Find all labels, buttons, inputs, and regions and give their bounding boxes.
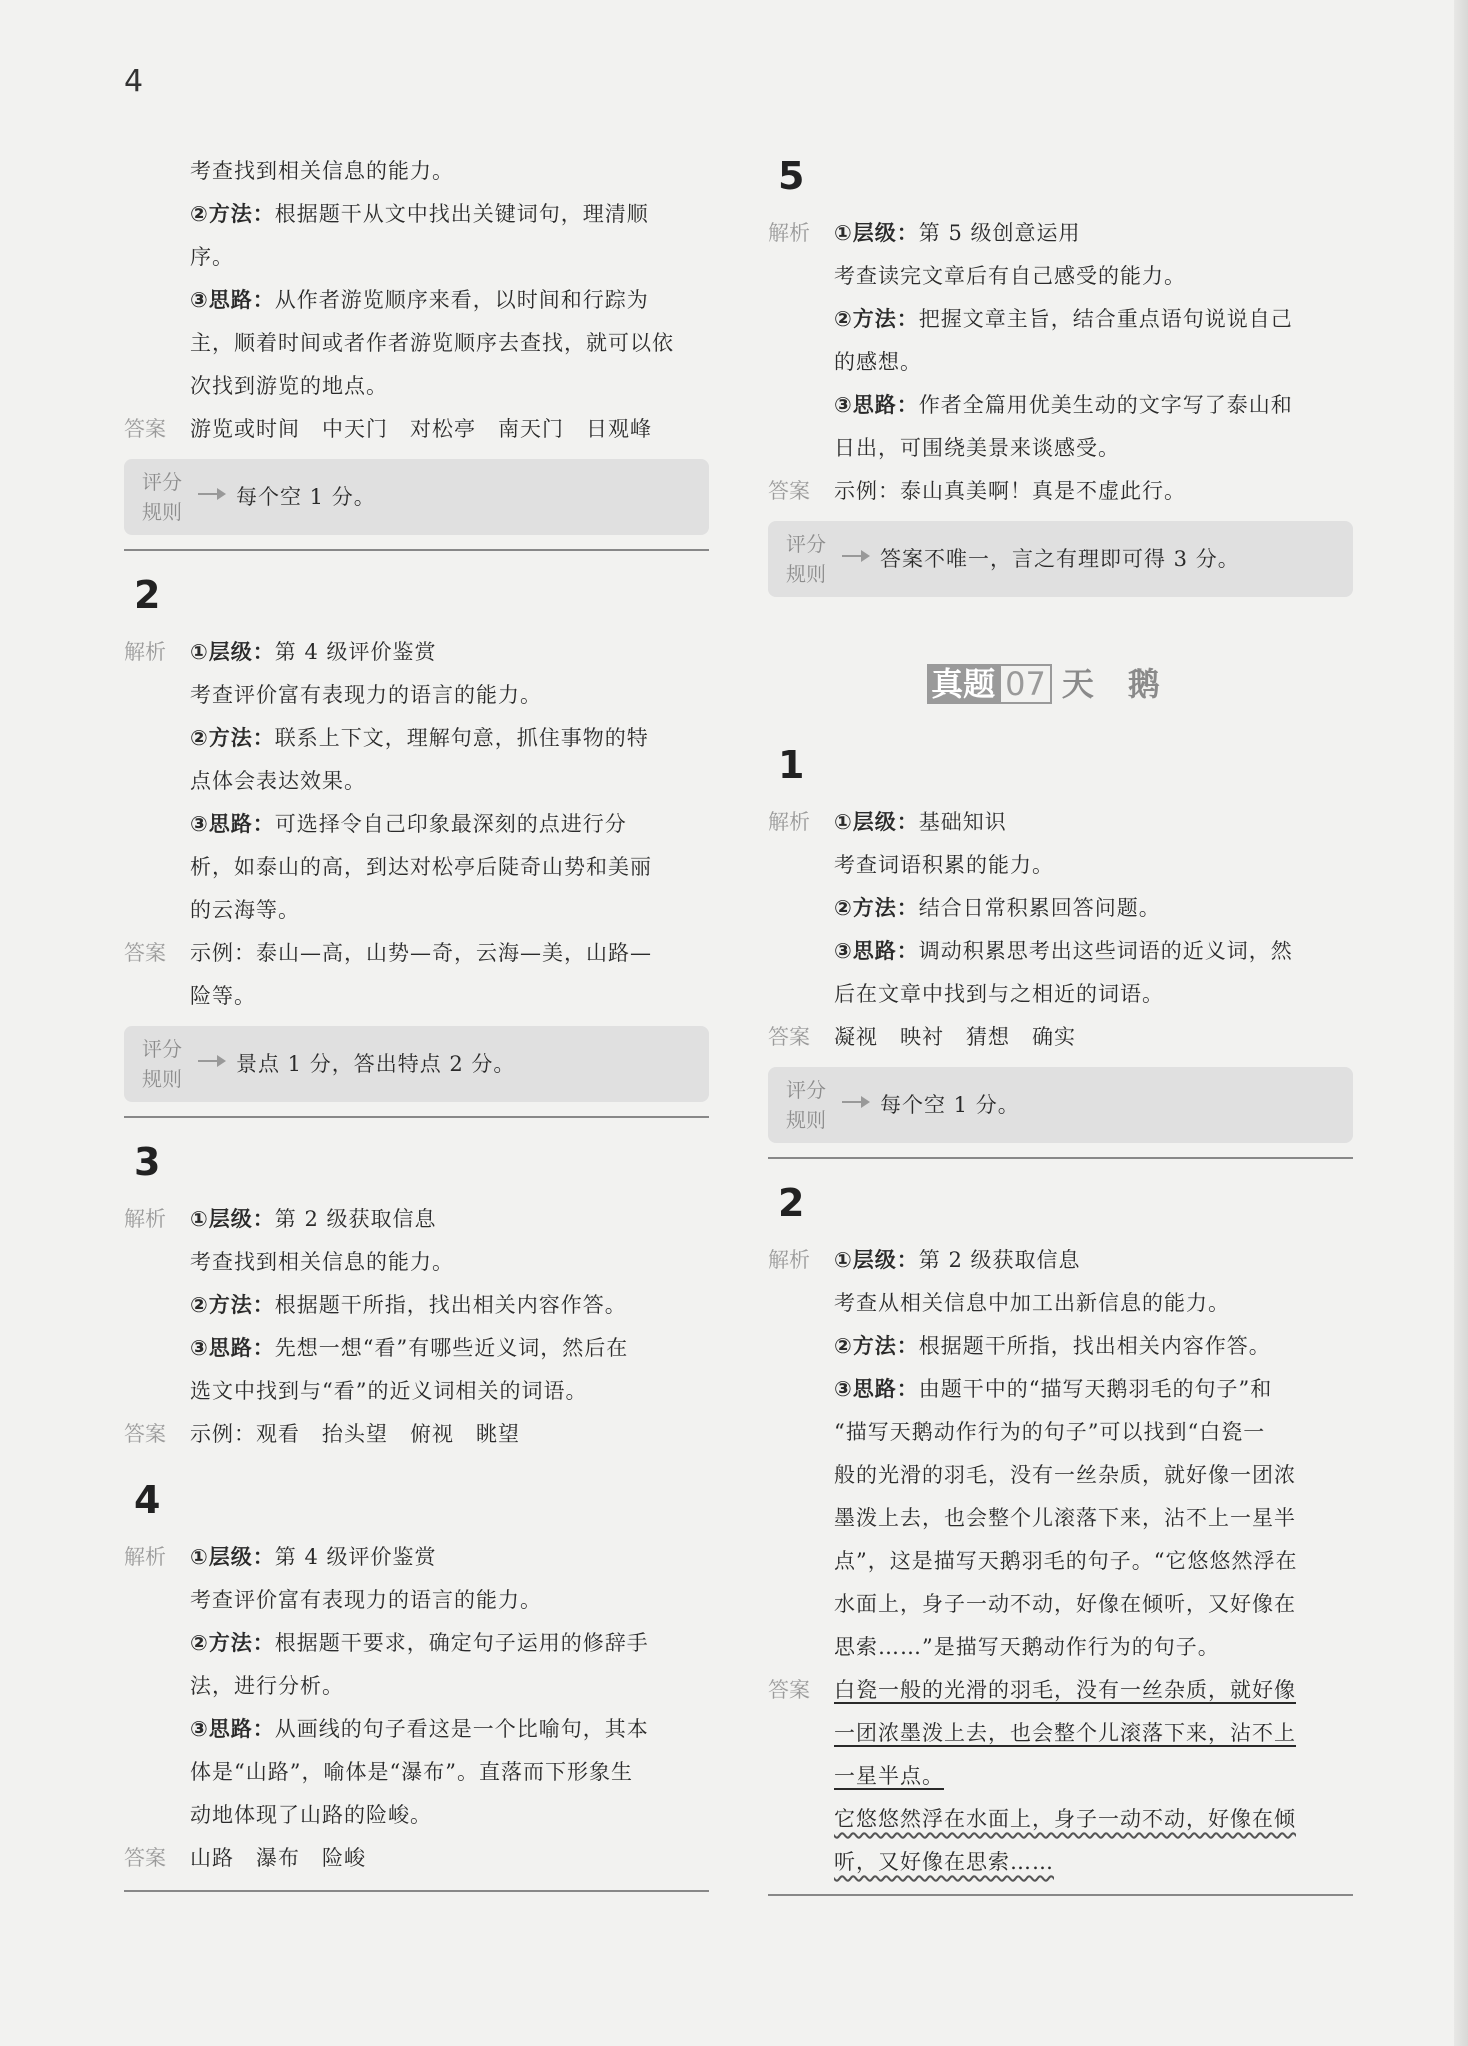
scoring-rule-box bbox=[124, 459, 709, 535]
text-line: ②方法：根据题干所指，找出相关内容作答。 bbox=[834, 1334, 1271, 1358]
analysis-tag: 解析 bbox=[124, 640, 166, 664]
analysis-line: 解析 ①层级：第 4 级评价鉴赏 bbox=[124, 1536, 709, 1579]
text-line: 选文中找到与“看”的近义词相关的词语。 bbox=[190, 1379, 588, 1403]
text-line: 的云海等。 bbox=[190, 898, 300, 922]
answer-line: 它悠悠然浮在水面上，身子一动不动，好像在倾 bbox=[834, 1807, 1296, 1831]
text-line: 序。 bbox=[190, 245, 234, 269]
text-line: 后在文章中找到与之相近的词语。 bbox=[834, 982, 1164, 1006]
answer-line: 一团浓墨泼上去，也会整个儿滚落下来，沾不上 bbox=[834, 1721, 1296, 1745]
analysis-tag: 解析 bbox=[124, 1207, 166, 1231]
text-line: 考查找到相关信息的能力。 bbox=[190, 1250, 454, 1274]
question-number: 2 bbox=[134, 573, 161, 617]
text-line: ②方法：根据题干要求，确定句子运用的修辞手 bbox=[190, 1631, 649, 1655]
text-line: 考查从相关信息中加工出新信息的能力。 bbox=[834, 1291, 1230, 1315]
question-number: 1 bbox=[778, 743, 805, 787]
analysis-tag: 解析 bbox=[768, 221, 810, 245]
analysis-line: 解析 ①层级：第 4 级评价鉴赏 bbox=[124, 631, 709, 674]
text-line: 日出，可围绕美景来谈感受。 bbox=[834, 436, 1120, 460]
text-line: ②方法：联系上下文，理解句意，抓住事物的特 bbox=[190, 726, 649, 750]
answer-line: 答案 山路 瀑布 险峻 bbox=[124, 1837, 709, 1880]
answer-line: 答案 白瓷一般的光滑的羽毛，没有一丝杂质，就好像 bbox=[768, 1669, 1353, 1712]
analysis-line: 解析 ①层级：第 2 级获取信息 bbox=[768, 1239, 1353, 1282]
text-line: 点体会表达效果。 bbox=[190, 769, 366, 793]
arrow-right-icon bbox=[198, 493, 224, 495]
section-title bbox=[768, 659, 1353, 703]
answer-line: 一星半点。 bbox=[834, 1764, 944, 1788]
text-line: 考查读完文章后有自己感受的能力。 bbox=[834, 264, 1186, 288]
text-line: 墨泼上去，也会整个儿滚落下来，沾不上一星半 bbox=[834, 1506, 1296, 1530]
analysis-line: 解析 ①层级：第 5 级创意运用 bbox=[768, 212, 1353, 255]
scoring-rule-box bbox=[768, 521, 1353, 597]
answer-tag: 答案 bbox=[124, 417, 166, 441]
analysis-line: 解析 ①层级：第 2 级获取信息 bbox=[124, 1198, 709, 1241]
text-line: 体是“山路”，喻体是“瀑布”。直落而下形象生 bbox=[190, 1760, 633, 1784]
answer-line: 答案 示例：泰山真美啊！真是不虚此行。 bbox=[768, 470, 1353, 513]
text-line: ③思路：从作者游览顺序来看，以时间和行踪为 bbox=[190, 288, 649, 312]
answer-line: 听，又好像在思索…… bbox=[834, 1850, 1054, 1874]
text-line: 的感想。 bbox=[834, 350, 922, 374]
section-name: 天鹅 bbox=[1061, 665, 1194, 703]
answer-line: 答案 游览或时间 中天门 对松亭 南天门 日观峰 bbox=[124, 408, 709, 451]
divider bbox=[124, 1116, 709, 1118]
text-line: ③思路：由题干中的“描写天鹅羽毛的句子”和 bbox=[834, 1377, 1273, 1401]
text-line: ②方法：根据题干所指，找出相关内容作答。 bbox=[190, 1293, 627, 1317]
text-line: 考查评价富有表现力的语言的能力。 bbox=[190, 683, 542, 707]
answer-line: 答案 凝视 映衬 猜想 确实 bbox=[768, 1016, 1353, 1059]
divider bbox=[768, 1157, 1353, 1159]
answer-tag: 答案 bbox=[124, 941, 166, 965]
text-line: ②方法：根据题干从文中找出关键词句，理清顺 bbox=[190, 202, 649, 226]
text-line: 考查找到相关信息的能力。 bbox=[190, 159, 454, 183]
scoring-rule-label: 评分 规则 bbox=[142, 1037, 182, 1091]
scoring-rule-text: 答案不唯一，言之有理即可得 3 分。 bbox=[880, 547, 1240, 571]
page-number: 4 bbox=[124, 64, 144, 99]
text-line: 点”，这是描写天鹅羽毛的句子。“它悠悠然浮在 bbox=[834, 1549, 1298, 1573]
question-number: 4 bbox=[134, 1478, 161, 1522]
arrow-right-icon bbox=[842, 555, 868, 557]
scoring-rule-text: 景点 1 分，答出特点 2 分。 bbox=[236, 1052, 516, 1076]
left-column bbox=[124, 150, 709, 1900]
text-line: 思索……”是描写天鹅动作行为的句子。 bbox=[834, 1635, 1220, 1659]
arrow-right-icon bbox=[198, 1060, 224, 1062]
answer-tag: 答案 bbox=[124, 1422, 166, 1446]
text-line: 考查词语积累的能力。 bbox=[834, 853, 1054, 877]
answer-tag: 答案 bbox=[768, 1678, 810, 1702]
question-number: 5 bbox=[778, 154, 805, 198]
text-line: 水面上，身子一动不动，好像在倾听，又好像在 bbox=[834, 1592, 1296, 1616]
answer-tag: 答案 bbox=[768, 1025, 810, 1049]
right-column bbox=[768, 150, 1353, 1904]
text-line: 般的光滑的羽毛，没有一丝杂质，就好像一团浓 bbox=[834, 1463, 1296, 1487]
section-label: 真题 bbox=[927, 664, 999, 704]
page-edge-shadow bbox=[1454, 0, 1468, 2046]
text-line: 主，顺着时间或者作者游览顺序去查找，就可以依 bbox=[190, 331, 674, 355]
scoring-rule-label: 评分 规则 bbox=[786, 1078, 826, 1132]
answer-line: 答案 示例：观看 抬头望 俯视 眺望 bbox=[124, 1413, 709, 1456]
answer-line: 答案 示例：泰山—高，山势—奇，云海—美，山路— bbox=[124, 932, 709, 975]
analysis-tag: 解析 bbox=[124, 1545, 166, 1569]
scoring-rule-label: 评分 规则 bbox=[786, 532, 826, 586]
text-line: 考查评价富有表现力的语言的能力。 bbox=[190, 1588, 542, 1612]
text-line: 动地体现了山路的险峻。 bbox=[190, 1803, 432, 1827]
text-line: ③思路：先想一想“看”有哪些近义词，然后在 bbox=[190, 1336, 629, 1360]
analysis-tag: 解析 bbox=[768, 810, 810, 834]
scoring-rule-label: 评分 规则 bbox=[142, 470, 182, 524]
answer-tag: 答案 bbox=[124, 1846, 166, 1870]
scoring-rule-text: 每个空 1 分。 bbox=[236, 485, 376, 509]
question-number: 2 bbox=[778, 1181, 805, 1225]
text-line: ③思路：调动积累思考出这些词语的近义词，然 bbox=[834, 939, 1293, 963]
analysis-line: 解析 ①层级：基础知识 bbox=[768, 801, 1353, 844]
text-line: ③思路：从画线的句子看这是一个比喻句，其本 bbox=[190, 1717, 649, 1741]
scoring-rule-text: 每个空 1 分。 bbox=[880, 1093, 1020, 1117]
text-line: “描写天鹅动作行为的句子”可以找到“白瓷一 bbox=[834, 1420, 1266, 1444]
text-line: 析，如泰山的高，到达对松亭后陡奇山势和美丽 bbox=[190, 855, 652, 879]
divider bbox=[768, 1894, 1353, 1896]
text-line: ②方法：把握文章主旨，结合重点语句说说自己 bbox=[834, 307, 1293, 331]
scoring-rule-box bbox=[124, 1026, 709, 1102]
text-line: ③思路：可选择令自己印象最深刻的点进行分 bbox=[190, 812, 627, 836]
analysis-tag: 解析 bbox=[768, 1248, 810, 1272]
text-line: ③思路：作者全篇用优美生动的文字写了泰山和 bbox=[834, 393, 1293, 417]
text-line: 次找到游览的地点。 bbox=[190, 374, 388, 398]
text-line: ②方法：结合日常积累回答问题。 bbox=[834, 896, 1161, 920]
text-line: 法，进行分析。 bbox=[190, 1674, 344, 1698]
divider bbox=[124, 549, 709, 551]
arrow-right-icon bbox=[842, 1101, 868, 1103]
text-line: 险等。 bbox=[190, 984, 256, 1008]
section-number: 07 bbox=[999, 664, 1052, 704]
scoring-rule-box bbox=[768, 1067, 1353, 1143]
question-number: 3 bbox=[134, 1140, 161, 1184]
divider bbox=[124, 1890, 709, 1892]
answer-tag: 答案 bbox=[768, 479, 810, 503]
